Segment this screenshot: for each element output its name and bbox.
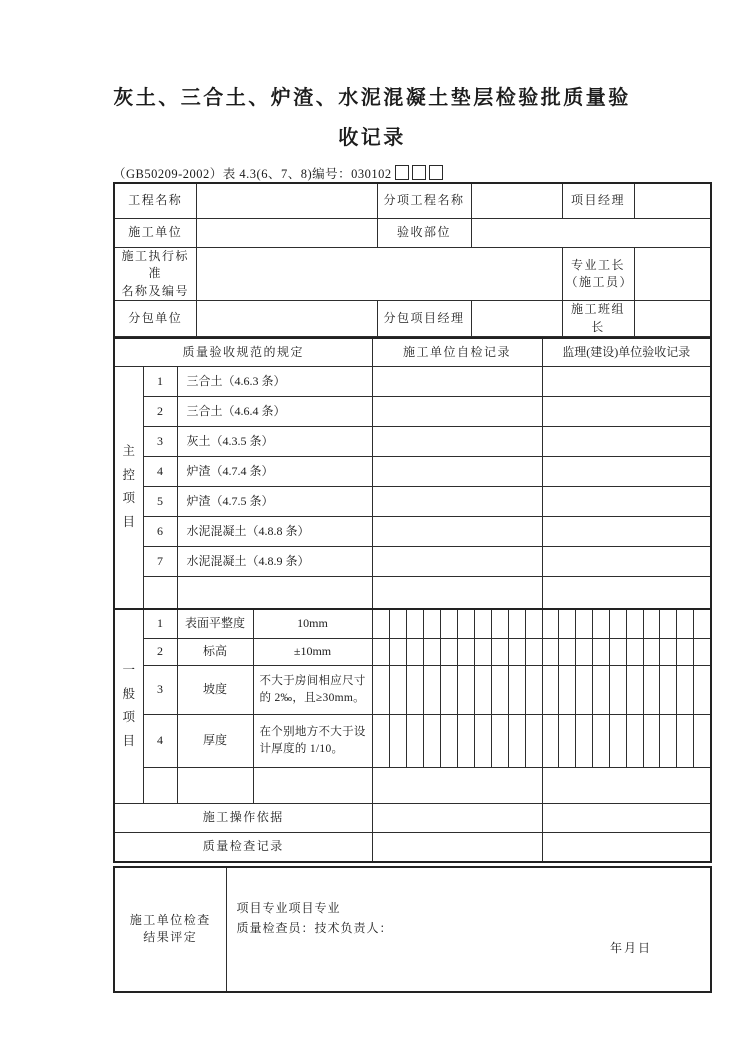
- measurement-slot[interactable]: [559, 610, 576, 638]
- measurement-slot[interactable]: [593, 610, 610, 638]
- measurement-slot[interactable]: [543, 610, 560, 638]
- measurement-slot[interactable]: [543, 666, 560, 714]
- measurement-slot[interactable]: [694, 610, 710, 638]
- operation-basis-self-value[interactable]: [372, 803, 542, 832]
- form-title: [0, 78, 744, 158]
- measurement-slot[interactable]: [509, 610, 526, 638]
- measurement-slot[interactable]: [610, 610, 627, 638]
- form-title-line2: 收记录: [338, 127, 406, 149]
- row-number: 4: [143, 456, 177, 486]
- supervision-record-cell[interactable]: [542, 396, 711, 426]
- measurement-slot[interactable]: [390, 639, 407, 665]
- blank-box: [412, 165, 426, 180]
- measurement-slot[interactable]: [559, 639, 576, 665]
- supervision-record-cell[interactable]: [542, 576, 711, 609]
- form-code-line: [113, 164, 744, 182]
- measurement-slot[interactable]: [373, 666, 390, 714]
- measurement-slot[interactable]: [627, 715, 644, 767]
- measurement-slot[interactable]: [593, 639, 610, 665]
- blank-box: [395, 165, 409, 180]
- measurement-slot[interactable]: [610, 639, 627, 665]
- measurement-slot[interactable]: [424, 666, 441, 714]
- measurement-slot[interactable]: [458, 610, 475, 638]
- measurement-slot[interactable]: [660, 639, 677, 665]
- spec-item: 炉渣（4.7.5 条）: [177, 486, 372, 516]
- project-manager-label: 项目经理: [562, 183, 634, 219]
- measurement-slot[interactable]: [644, 639, 661, 665]
- item-name: 标高: [177, 638, 253, 665]
- measurement-slot[interactable]: [492, 639, 509, 665]
- spec-header: 质量验收规范的规定: [114, 338, 372, 367]
- measurement-slot[interactable]: [576, 610, 593, 638]
- self-check-record-cell[interactable]: [372, 426, 542, 456]
- supervision-record-cell[interactable]: [542, 486, 711, 516]
- measurement-slot[interactable]: [509, 639, 526, 665]
- supervision-record-cell[interactable]: [542, 456, 711, 486]
- item-tolerance: 10mm: [253, 609, 372, 639]
- measurement-slot[interactable]: [407, 610, 424, 638]
- self-check-record-cell[interactable]: [372, 516, 542, 546]
- foreman-label-line1: 专业工长: [570, 257, 625, 272]
- crew-leader-label: 施工班组长: [562, 301, 634, 337]
- self-check-header: 施工单位自检记录: [372, 338, 542, 367]
- result-content[interactable]: [226, 867, 711, 992]
- measurement-slot[interactable]: [373, 639, 390, 665]
- measurement-slot[interactable]: [390, 666, 407, 714]
- measurement-slot[interactable]: [677, 639, 694, 665]
- measurement-slot[interactable]: [694, 666, 710, 714]
- self-check-record-cell[interactable]: [372, 767, 542, 803]
- result-content-line1: 项目专业项目专业: [236, 900, 341, 915]
- spec-item: 炉渣（4.7.4 条）: [177, 456, 372, 486]
- self-check-record-cell[interactable]: [372, 456, 542, 486]
- subcontractor-label: 分包单位: [114, 301, 196, 337]
- foreman-label: [562, 248, 634, 301]
- measurement-slot[interactable]: [441, 639, 458, 665]
- form-title-line1: 灰土、三合土、炉渣、水泥混凝土垫层检验批质量验: [113, 87, 631, 109]
- item-tolerance: ±10mm: [253, 638, 372, 665]
- measurement-slot[interactable]: [677, 715, 694, 767]
- spec-item: 灰土（4.3.5 条）: [177, 426, 372, 456]
- row-number: 6: [143, 516, 177, 546]
- result-content-line2: 质量检查员：技术负责人：: [236, 920, 393, 935]
- row-number: 3: [143, 665, 177, 714]
- measurement-slot[interactable]: [694, 639, 710, 665]
- item-name: 厚度: [177, 714, 253, 767]
- item-tolerance: 在个别地方不大于设计厚度的 1/10。: [253, 714, 372, 767]
- standard-label-line1: 施工执行标准: [121, 249, 189, 281]
- project-manager-value[interactable]: [634, 183, 711, 219]
- row-number-empty: [143, 767, 177, 803]
- row-number: 7: [143, 546, 177, 576]
- item-tolerance-empty[interactable]: [253, 767, 372, 803]
- measurement-slot[interactable]: [543, 639, 560, 665]
- measurement-slot[interactable]: [424, 715, 441, 767]
- supervision-record-cell[interactable]: [542, 366, 711, 396]
- measurement-slot[interactable]: [390, 715, 407, 767]
- sub-project-value[interactable]: [471, 183, 562, 219]
- supervision-record-cell[interactable]: [542, 767, 711, 803]
- measurement-slot[interactable]: [407, 639, 424, 665]
- row-number: 1: [143, 366, 177, 396]
- inspection-table: [113, 337, 712, 863]
- result-table: [113, 866, 712, 993]
- measurement-slot[interactable]: [576, 666, 593, 714]
- measurement-slot[interactable]: [458, 639, 475, 665]
- foreman-label-line2: （施工员）: [565, 275, 634, 290]
- measurement-slot[interactable]: [610, 715, 627, 767]
- measurement-slot[interactable]: [559, 715, 576, 767]
- supervision-record-cell[interactable]: [542, 516, 711, 546]
- spec-item: 水泥混凝土（4.8.8 条）: [177, 516, 372, 546]
- measurement-slot[interactable]: [424, 610, 441, 638]
- measurement-slot[interactable]: [660, 610, 677, 638]
- item-name-empty[interactable]: [177, 767, 253, 803]
- measurement-slot[interactable]: [610, 666, 627, 714]
- row-number: 2: [143, 396, 177, 426]
- measurement-slot[interactable]: [475, 610, 492, 638]
- result-label: [114, 867, 226, 992]
- self-check-record-cell[interactable]: [372, 546, 542, 576]
- measurement-slot[interactable]: [492, 715, 509, 767]
- measurement-slot[interactable]: [576, 715, 593, 767]
- measurement-slot[interactable]: [509, 666, 526, 714]
- measurement-slot[interactable]: [458, 715, 475, 767]
- quality-check-label: 质量检查记录: [114, 832, 372, 862]
- standard-value[interactable]: [196, 248, 562, 301]
- measurement-grid-self[interactable]: [372, 714, 542, 767]
- quality-check-supervision-value[interactable]: [542, 832, 711, 862]
- operation-basis-label: 施工操作依据: [114, 803, 372, 832]
- measurement-slot[interactable]: [441, 610, 458, 638]
- measurement-slot[interactable]: [593, 666, 610, 714]
- item-name: 表面平整度: [177, 609, 253, 639]
- construction-unit-label: 施工单位: [114, 219, 196, 248]
- main-control-section-label: 主控项目: [114, 366, 143, 609]
- measurement-slot[interactable]: [407, 666, 424, 714]
- row-number: 4: [143, 714, 177, 767]
- measurement-grid-self[interactable]: [372, 665, 542, 714]
- measurement-slot[interactable]: [627, 610, 644, 638]
- measurement-slot[interactable]: [475, 639, 492, 665]
- measurement-slot[interactable]: [694, 715, 710, 767]
- crew-leader-value[interactable]: [634, 301, 711, 337]
- measurement-slot[interactable]: [644, 715, 661, 767]
- measurement-grid-supervision[interactable]: [542, 638, 711, 665]
- measurement-slot[interactable]: [373, 610, 390, 638]
- sub-manager-value[interactable]: [471, 301, 562, 337]
- sub-project-label: 分项工程名称: [377, 183, 471, 219]
- measurement-slot[interactable]: [492, 610, 509, 638]
- self-check-record-cell[interactable]: [372, 486, 542, 516]
- item-tolerance: 不大于房间相应尺寸的 2‰，且≥30mm。: [253, 665, 372, 714]
- result-label-line1: 施工单位检查: [129, 913, 211, 928]
- measurement-slot[interactable]: [526, 666, 542, 714]
- blank-box: [429, 165, 443, 180]
- measurement-slot[interactable]: [644, 610, 661, 638]
- measurement-slot[interactable]: [576, 639, 593, 665]
- acceptance-part-value[interactable]: [471, 219, 711, 248]
- measurement-slot[interactable]: [475, 666, 492, 714]
- measurement-slot[interactable]: [543, 715, 560, 767]
- project-name-value[interactable]: [196, 183, 377, 219]
- measurement-slot[interactable]: [627, 639, 644, 665]
- measurement-slot[interactable]: [644, 666, 661, 714]
- row-number: 3: [143, 426, 177, 456]
- row-number-empty: [143, 576, 177, 609]
- measurement-slot[interactable]: [373, 715, 390, 767]
- measurement-slot[interactable]: [526, 610, 542, 638]
- self-check-record-cell[interactable]: [372, 396, 542, 426]
- measurement-slot[interactable]: [509, 715, 526, 767]
- measurement-slot[interactable]: [492, 666, 509, 714]
- measurement-slot[interactable]: [559, 666, 576, 714]
- measurement-slot[interactable]: [526, 639, 542, 665]
- measurement-slot[interactable]: [593, 715, 610, 767]
- item-name: 坡度: [177, 665, 253, 714]
- measurement-grid-supervision[interactable]: [542, 714, 711, 767]
- subcontractor-value[interactable]: [196, 301, 377, 337]
- measurement-slot[interactable]: [475, 715, 492, 767]
- quality-check-self-value[interactable]: [372, 832, 542, 862]
- row-number: 5: [143, 486, 177, 516]
- measurement-slot[interactable]: [441, 666, 458, 714]
- date-line: 年月日: [609, 940, 652, 955]
- construction-unit-value[interactable]: [196, 219, 377, 248]
- spec-item: 三合土（4.6.4 条）: [177, 396, 372, 426]
- measurement-slot[interactable]: [677, 666, 694, 714]
- measurement-slot[interactable]: [627, 666, 644, 714]
- standard-label-line2: 名称及编号: [121, 283, 189, 298]
- self-check-record-cell[interactable]: [372, 366, 542, 396]
- info-table: [113, 182, 712, 337]
- general-section-label: 一般项目: [114, 609, 143, 804]
- measurement-slot[interactable]: [424, 639, 441, 665]
- row-number: 2: [143, 638, 177, 665]
- measurement-grid-self[interactable]: [372, 638, 542, 665]
- result-label-line2: 结果评定: [143, 930, 198, 945]
- measurement-slot[interactable]: [660, 666, 677, 714]
- measurement-slot[interactable]: [407, 715, 424, 767]
- project-name-label: 工程名称: [114, 183, 196, 219]
- acceptance-part-label: 验收部位: [377, 219, 471, 248]
- spec-item-empty[interactable]: [177, 576, 372, 609]
- measurement-slot[interactable]: [660, 715, 677, 767]
- spec-item: 水泥混凝土（4.8.9 条）: [177, 546, 372, 576]
- row-number: 1: [143, 609, 177, 639]
- spec-item: 三合土（4.6.3 条）: [177, 366, 372, 396]
- measurement-slot[interactable]: [390, 610, 407, 638]
- measurement-slot[interactable]: [441, 715, 458, 767]
- measurement-grid-supervision[interactable]: [542, 665, 711, 714]
- foreman-value[interactable]: [634, 248, 711, 301]
- supervision-header: 监理(建设)单位验收记录: [542, 338, 711, 367]
- operation-basis-supervision-value[interactable]: [542, 803, 711, 832]
- standard-label: [114, 248, 196, 301]
- measurement-grid-supervision[interactable]: [542, 609, 711, 639]
- form-code-text: （GB50209-2002）表 4.3(6、7、8)编号：030102: [113, 167, 392, 181]
- supervision-record-cell[interactable]: [542, 546, 711, 576]
- measurement-grid-self[interactable]: [372, 609, 542, 639]
- self-check-record-cell[interactable]: [372, 576, 542, 609]
- supervision-record-cell[interactable]: [542, 426, 711, 456]
- measurement-slot[interactable]: [677, 610, 694, 638]
- sub-manager-label: 分包项目经理: [377, 301, 471, 337]
- measurement-slot[interactable]: [526, 715, 542, 767]
- measurement-slot[interactable]: [458, 666, 475, 714]
